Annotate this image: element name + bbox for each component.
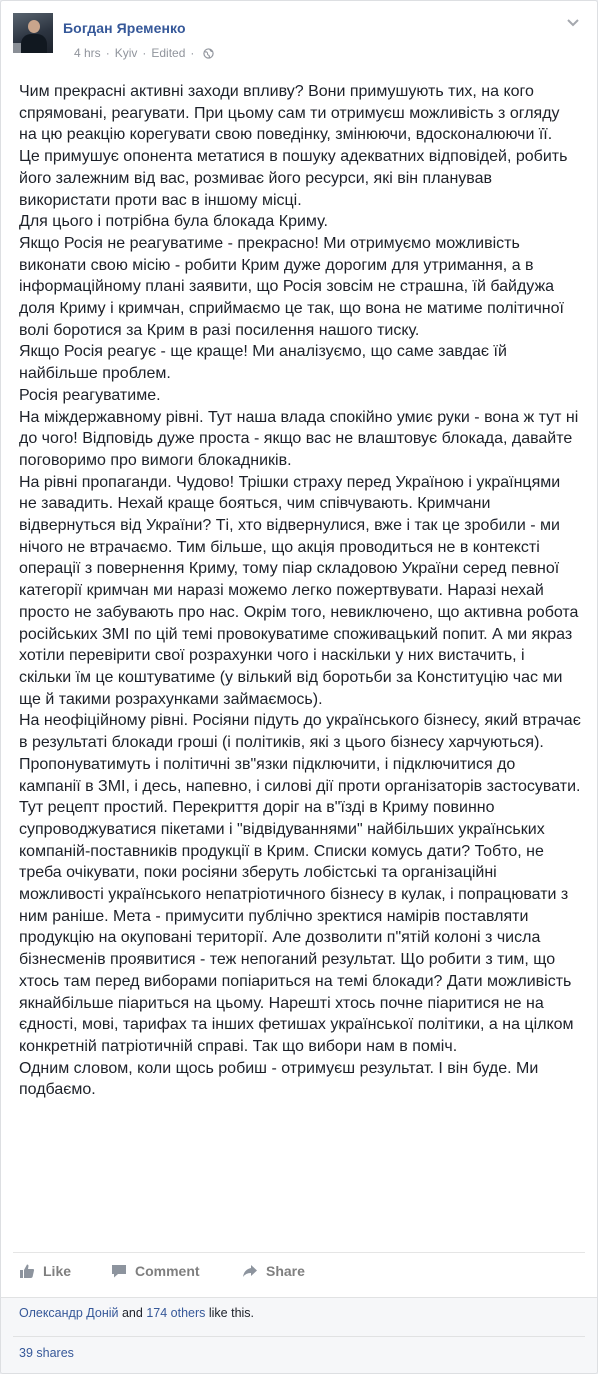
speech-bubble-icon bbox=[111, 1263, 127, 1279]
post-paragraph: Для цього і потрібна була блокада Криму. bbox=[19, 213, 328, 231]
share-label: Share bbox=[266, 1263, 305, 1279]
post-paragraph: На неофіційному рівні. Росіяни підуть до українського бізнесу, який втрачає в результаті блокади гроші (і політиків, які з цього бізнесу харчуються). Пропонуватимуть і політичні зв"язки підключити, і підключитися до кампанії в ЗМІ, і десь, напевно, і силові дії проти організаторів застосувати. Тут рецепт простий. Перекриття доріг на в"їзді в Криму повинно супроводжуватися пікетами і "відвідуваннями" найбільших українських компаній-поставників продукції в Крим. Списки комусь дати? Тобто, не треба очікувати, поки росіяни зберуть лобістські та організаційні можливості українського непатріотичного бізнесу в кулак, і попрацювати з ним раніше. Мета - примусити публічно зректися намірів поставляти продукцію на окуповані території. Але дозволити п"ятій колоні з числа бізнесменів проявитися - теж непоганий результат. Що робити з тим, що хтось там перед виборами попіариться на темі блокади? Дати можливість якнайбільше піариться на цьому. Нарешті хтось почне піаритися не на єдності, мові, тарифах та інших фетишах української політики, а на цілком конкретній патріотичній справі. Так що вибори нам в поміч. bbox=[19, 712, 581, 1055]
post-body bbox=[19, 81, 581, 1101]
post-paragraph: Одним словом, коли щось робиш - отримуєш результат. І він буде. Ми подбаємо. bbox=[19, 1059, 539, 1099]
shares-link[interactable]: 39 shares bbox=[19, 1346, 74, 1360]
post-paragraph: Росія реагуватиме. bbox=[19, 386, 161, 404]
chevron-down-icon[interactable] bbox=[567, 19, 579, 27]
post-paragraph: На міждержавному рівні. Тут наша влада спокійно умиє руки - вона ж тут ні до чого! Відповідь дуже проста - якщо вас не влаштовує блокада, давайте поговоримо про вимоги блокадників. bbox=[19, 408, 579, 469]
share-button[interactable] bbox=[242, 1253, 305, 1289]
comment-button[interactable] bbox=[111, 1253, 200, 1289]
author-name[interactable]: Богдан Яременко bbox=[63, 20, 186, 36]
author-avatar[interactable] bbox=[13, 13, 53, 53]
post-paragraph: Якщо Росія реагує - ще краще! Ми аналізуємо, що саме завдає їй найбільше проблем. bbox=[19, 343, 507, 383]
liker-name-link[interactable]: Олександр Доній bbox=[19, 1306, 119, 1320]
share-arrow-icon bbox=[242, 1263, 258, 1279]
meta-separator: · bbox=[105, 46, 110, 60]
meta-separator: · bbox=[142, 46, 147, 60]
post-actions bbox=[1, 1253, 597, 1289]
likes-suffix: like this. bbox=[208, 1306, 255, 1320]
post-meta bbox=[74, 46, 214, 60]
post-header bbox=[1, 1, 597, 65]
meta-separator: · bbox=[190, 46, 195, 60]
others-link[interactable]: 174 others bbox=[146, 1306, 206, 1320]
thumbs-up-icon bbox=[19, 1263, 35, 1279]
avatar-torso bbox=[21, 34, 47, 53]
globe-icon[interactable] bbox=[203, 48, 214, 59]
post-paragraph: Якщо Росія не реагуватиме - прекрасно! Ми отримуємо можливість виконати свою місію - робити Крим дуже дорогим для утримання, а в інформаційному плані заявити, що Росія зовсім не страшна, їй байдужа доля Криму і кримчан, сприймаємо це так, що вона не матиме політичної волі боротися за Крим в разі посилення нашого тиску. bbox=[19, 234, 564, 339]
reactions-box bbox=[1, 1297, 597, 1374]
like-label: Like bbox=[43, 1263, 72, 1279]
likes-and: and bbox=[121, 1306, 143, 1320]
edited-label[interactable]: Edited bbox=[151, 46, 186, 60]
post-time[interactable]: 4 hrs bbox=[74, 46, 101, 60]
comment-label: Comment bbox=[135, 1263, 200, 1279]
likes-summary bbox=[19, 1306, 254, 1320]
post-paragraph: Чим прекрасні активні заходи впливу? Вони примушують тих, на кого спрямовані, реагувати. При цьому сам ти отримуєш можливість з огляду на цю реакцію корегувати свою поведінку, змінюючи, вдосконалюючи її. bbox=[19, 83, 560, 144]
reactions-divider bbox=[13, 1336, 585, 1337]
post-location[interactable]: Kyiv bbox=[114, 46, 138, 60]
like-button[interactable] bbox=[19, 1253, 71, 1289]
post-paragraph: На рівні пропаганди. Чудово! Трішки страху перед Україною і українцями не завадить. Нехай краще бояться, чим співчувають. Кримчани відвернуться від України? Ті, хто відвернулися, вже і так це зробили - ми нічого не втрачаємо. Тим більше, що акція проводиться не в контексті операції з повернення Криму, тому піар складовою України серед певної категорії кримчан ми наразі можемо легко пожертвувати. Наразі нехай просто не забувають про нас. Окрім того, невиключено, що активна робота російських ЗМІ по цій темі провокуватиме споживацький попит. А ми якраз хотіли перевірити свої розрахунки чого і наскільки у них вистачить, і скільки їм це коштуватиме (у вілький від боротьби за Конституцію час ми ще й такими розрахунками займаємось). bbox=[19, 473, 579, 708]
post-paragraph: Це примушує опонента метатися в пошуку адекватних відповідей, робить його залежним від вас, розмиває його ресурси, які він планував використати проти вас в іншому місці. bbox=[19, 148, 568, 209]
avatar-head bbox=[28, 20, 40, 33]
